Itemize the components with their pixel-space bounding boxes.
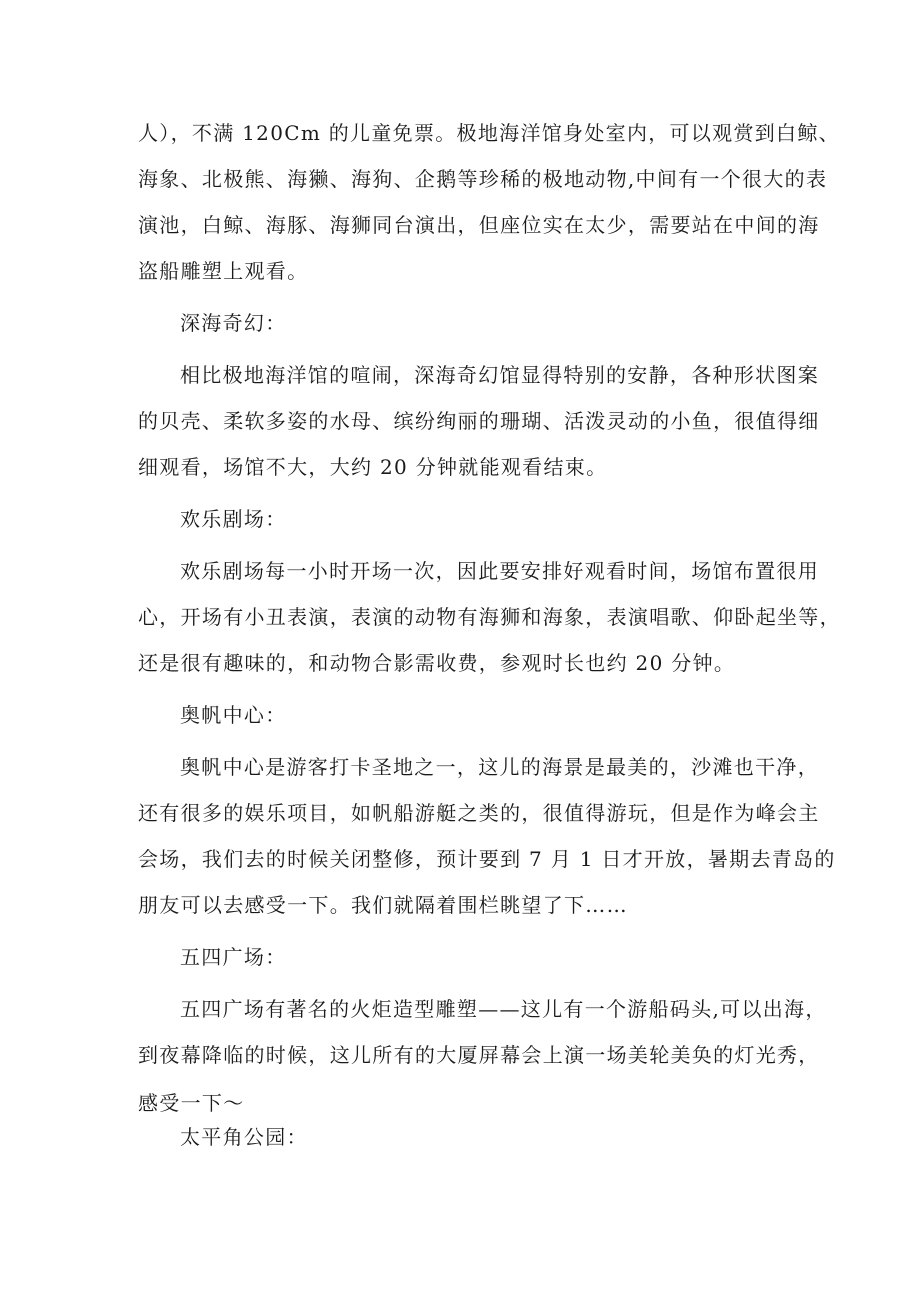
paragraph-line: 还是很有趣味的，和动物合影需收费，参观时长也约 20 分钟。: [138, 651, 736, 675]
paragraph-line: 细观看，场馆不大，大约 20 分钟就能观看结束。: [138, 455, 608, 479]
paragraph-line: 五四广场有著名的火炬造型雕塑——这儿有一个游船码头,可以出海，: [180, 997, 827, 1021]
paragraph-line: 心，开场有小丑表演，表演的动物有海狮和海象，表演唱歌、仰卧起坐等，: [138, 605, 841, 629]
section-heading: 深海奇幻：: [180, 311, 287, 335]
paragraph-line: 演池，白鲸、海豚、海狮同台演出，但座位实在太少，需要站在中间的海: [138, 213, 820, 237]
paragraph-line: 相比极地海洋馆的喧闹，深海奇幻馆显得特别的安静，各种形状图案: [180, 363, 819, 387]
section-heading: 欢乐剧场：: [180, 507, 287, 531]
paragraph-line: 会场，我们去的时候关闭整修，预计要到 7 月 1 日才开放，暑期去青岛的: [138, 847, 836, 871]
paragraph-line: 朋友可以去感受一下。我们就隔着围栏眺望了下……: [138, 893, 628, 917]
paragraph-line: 还有很多的娱乐项目，如帆船游艇之类的，很值得游玩，但是作为峰会主: [138, 801, 820, 825]
paragraph-line: 奥帆中心是游客打卡圣地之一，这儿的海景是最美的，沙滩也干净，: [180, 755, 819, 779]
paragraph-line: 欢乐剧场每一小时开场一次，因此要安排好观看时间，场馆布置很用: [180, 559, 819, 583]
paragraph-line: 的贝壳、柔软多姿的水母、缤纷绚丽的珊瑚、活泼灵动的小鱼，很值得细: [138, 409, 820, 433]
section-heading: 太平角公园：: [180, 1125, 308, 1149]
section-heading: 五四广场：: [180, 945, 287, 969]
paragraph-line: 感受一下～: [138, 1091, 245, 1115]
paragraph-line: 人），不满 120Cm 的儿童免票。极地海洋馆身处室内，可以观赏到白鲸、: [138, 121, 840, 145]
paragraph-line: 盗船雕塑上观看。: [138, 259, 309, 283]
paragraph-line: 海象、北极熊、海獭、海狗、企鹅等珍稀的极地动物,中间有一个很大的表: [138, 167, 828, 191]
paragraph-line: 到夜幕降临的时候，这儿所有的大厦屏幕会上演一场美轮美奂的灯光秀，: [138, 1043, 820, 1067]
section-heading: 奥帆中心：: [180, 703, 287, 727]
